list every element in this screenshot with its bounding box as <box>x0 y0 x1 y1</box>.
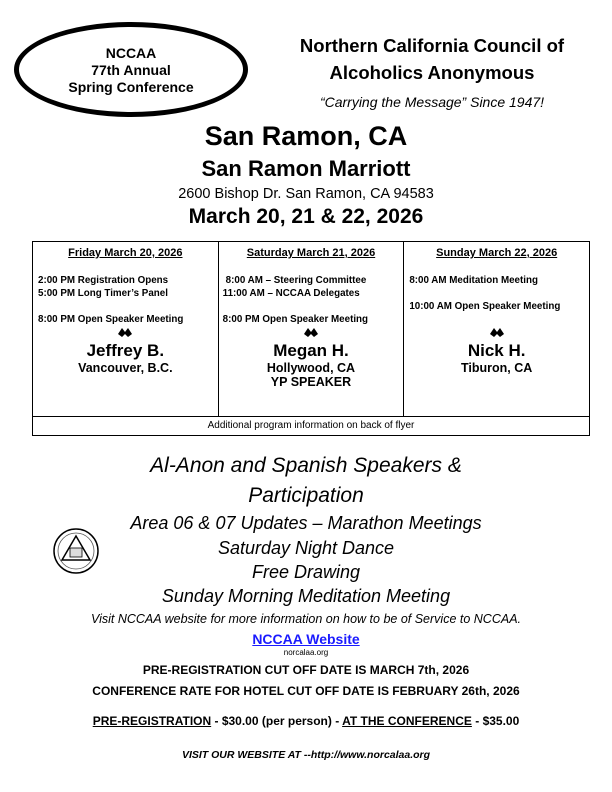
feature-line-4: Saturday Night Dance <box>217 538 395 558</box>
speaker-location: Tiburon, CA <box>461 361 533 375</box>
schedule-line: 8:00 AM Meditation Meeting <box>409 275 538 286</box>
day-header: Saturday March 21, 2026 <box>246 247 376 259</box>
visit-text: Visit NCCAA website for more information on how to be of Service to NCCAA. <box>90 612 522 626</box>
organization-name <box>262 32 602 86</box>
schedule-line: 5:00 PM Long Timer’s Panel <box>38 288 168 299</box>
feature-line-5: Free Drawing <box>251 562 361 582</box>
conference-oval-badge <box>14 22 248 117</box>
speaker-name: Megan H. <box>273 341 349 360</box>
feature-line-3: Area 06 & 07 Updates – Marathon Meetings <box>130 513 482 533</box>
speaker-name: Nick H. <box>467 341 526 360</box>
speaker-location: Hollywood, CA <box>266 361 356 375</box>
aa-hands-icon <box>33 326 218 341</box>
schedule-line: 10:00 AM Open Speaker Meeting <box>409 301 561 312</box>
door-label: AT THE CONFERENCE <box>342 714 472 728</box>
schedule-line: 11:00 AM – NCCAA Delegates <box>222 288 360 299</box>
event-address: 2600 Bishop Dr. San Ramon, CA 94583 <box>178 186 434 202</box>
schedule-footnote: Additional program information on back of flyer <box>33 417 590 436</box>
aa-hands-icon <box>404 326 589 341</box>
schedule-column-sunday <box>404 242 590 417</box>
schedule-column-friday <box>33 242 219 417</box>
hotel-cutoff-text: CONFERENCE RATE FOR HOTEL CUT OFF DATE IS FEBRUARY 26th, 2026 <box>92 684 520 698</box>
schedule-line: 8:00 PM Open Speaker Meeting <box>38 314 184 325</box>
schedule-table <box>32 241 590 436</box>
speaker-name: Jeffrey B. <box>86 341 165 360</box>
footer-website[interactable]: VISIT OUR WEBSITE AT --http://www.norcalaa.org <box>181 749 431 761</box>
event-hotel: San Ramon Marriott <box>201 156 411 181</box>
schedule-column-saturday <box>218 242 404 417</box>
schedule-line: 8:00 PM Open Speaker Meeting <box>222 314 369 325</box>
prereg-cutoff <box>0 663 612 677</box>
hotel-cutoff <box>0 684 612 698</box>
website-url-small: norcalaa.org <box>283 648 329 657</box>
door-price: - $35.00 <box>475 714 520 728</box>
aa-circle-triangle-logo <box>52 527 100 575</box>
speaker-location: Vancouver, B.C. <box>78 361 173 375</box>
day-header: Friday March 20, 2026 <box>68 247 183 259</box>
event-city: San Ramon, CA <box>204 121 408 151</box>
pricing-line <box>0 714 612 728</box>
schedule-line: 2:00 PM Registration Opens <box>38 275 169 286</box>
tagline: “Carrying the Message” Since 1947! <box>319 94 545 110</box>
schedule-line: 8:00 AM – Steering Committee <box>225 275 367 286</box>
event-dates: March 20, 21 & 22, 2026 <box>188 205 424 228</box>
prereg-price: - $30.00 (per person) - <box>214 714 340 728</box>
org-line-2: Alcoholics Anonymous <box>329 62 535 83</box>
feature-line-1: Al-Anon and Spanish Speakers & <box>150 454 462 477</box>
aa-hands-icon <box>219 326 404 341</box>
feature-line-6: Sunday Morning Meditation Meeting <box>161 586 451 606</box>
oval-line-1: NCCAA <box>105 45 157 61</box>
oval-line-3: Spring Conference <box>68 79 194 95</box>
prereg-cutoff-text: PRE-REGISTRATION CUT OFF DATE IS MARCH 7th, 2026 <box>142 663 470 677</box>
prereg-label: PRE-REGISTRATION <box>92 714 212 728</box>
org-line-1: Northern California Council of <box>299 35 565 56</box>
day-header: Sunday March 22, 2026 <box>436 247 558 259</box>
nccaa-website-link[interactable]: NCCAA Website <box>252 631 360 647</box>
speaker-tag: YP SPEAKER <box>270 375 352 389</box>
oval-line-2: 77th Annual <box>91 62 171 78</box>
feature-line-2: Participation <box>248 484 364 507</box>
